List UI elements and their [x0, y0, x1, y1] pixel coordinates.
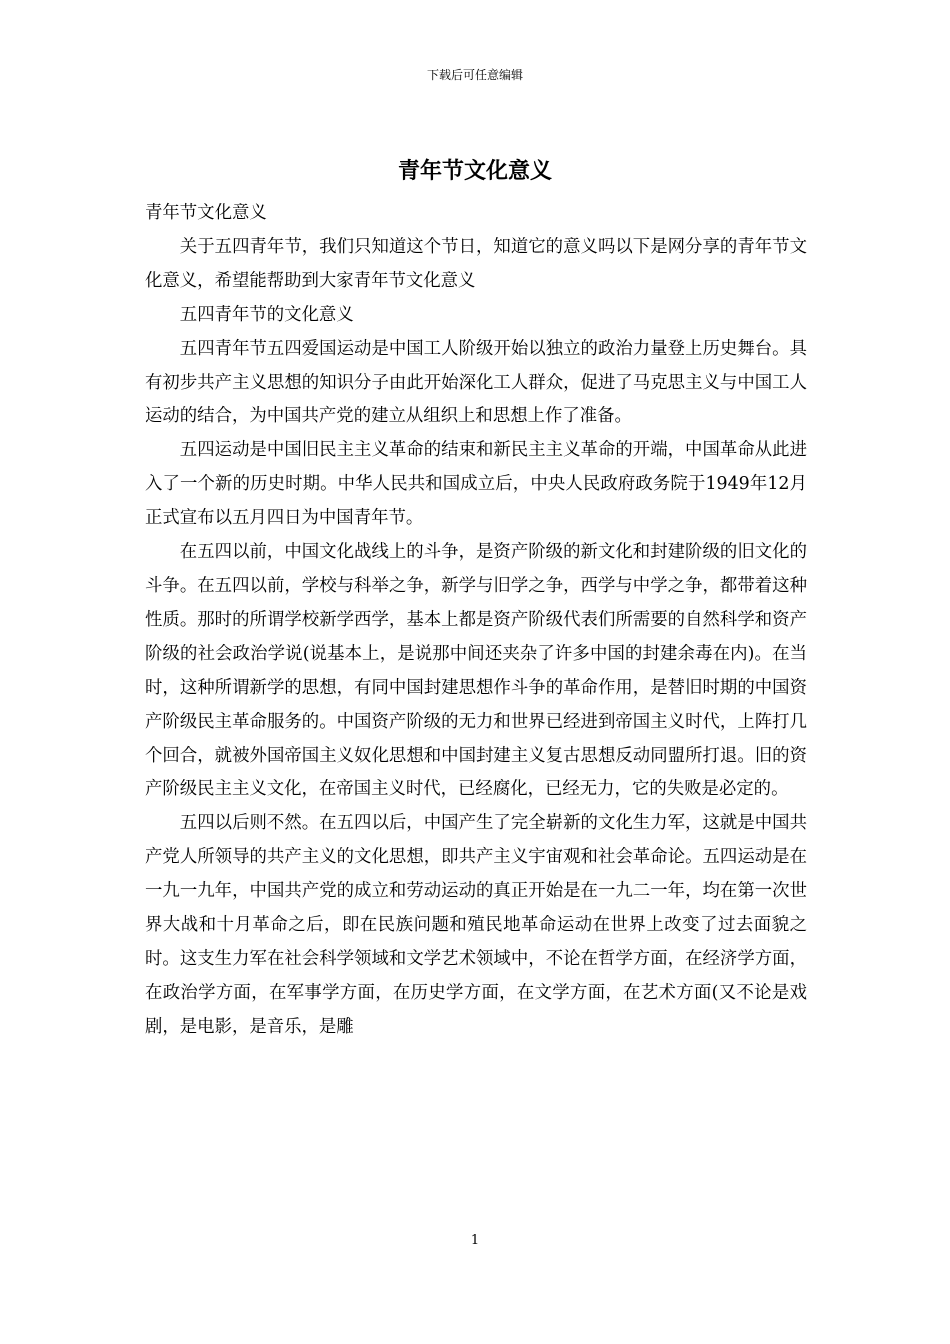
document-title: 青年节文化意义	[397, 158, 552, 184]
paragraph: 五四以后则不然。在五四以后，中国产生了完全崭新的文化生力军，这就是中国共产党人所领导的共产主义的文化思想，即共产主义宇宙观和社会革命论。五四运动是在一九一九年，中国共产党的成立和劳动运动的真正开始是在一九二一年，均在第一次世界大战和十月革命之后，即在民族问题和殖民地革命运动在世界上改变了过去面貌之时。这支生力军在社会科学领域和文学艺术领域中，不论在哲学方面，在经济学方面，在政治学方面，在军事学方面，在历史学方面，在文学方面，在艺术方面(又不论是戏剧，是电影，是音乐，是雕	[145, 813, 807, 1037]
paragraph: 五四青年节五四爱国运动是中国工人阶级开始以独立的政治力量登上历史舞台。具有初步共产主义思想的知识分子由此开始深化工人群众，促进了马克思主义与中国工人运动的结合，为中国共产党的建立从组织上和思想上作了准备。	[145, 338, 807, 427]
page-number: 1	[470, 1233, 480, 1248]
header-note: 下载后可任意编辑	[426, 68, 523, 82]
paragraph-subtitle: 青年节文化意义	[145, 203, 267, 223]
paragraph-heading: 五四青年节的文化意义	[179, 304, 354, 325]
paragraph: 在五四以前，中国文化战线上的斗争，是资产阶级的新文化和封建阶级的旧文化的斗争。在五四以前，学校与科举之争，新学与旧学之争，西学与中学之争，都带着这种性质。那时的所谓学校新学西学，基本上都是资产阶级代表们所需要的自然科学和资产阶级的社会政治学说(说基本上，是说那中间还夹杂了许多中国的封建余毒在内)。在当时，这种所谓新学的思想，有同中国封建思想作斗争的革命作用，是替旧时期的中国资产阶级民主革命服务的。中国资产阶级的无力和世界已经进到帝国主义时代，上阵打几个回合，就被外国帝国主义奴化思想和中国封建主义复古思想反动同盟所打退。旧的资产阶级民主主义文化，在帝国主义时代，已经腐化，已经无力，它的失败是必定的。	[145, 542, 807, 800]
paragraph: 五四运动是中国旧民主主义革命的结束和新民主主义革命的开端，中国革命从此进入了一个新的历史时期。中华人民共和国成立后，中央人民政府政务院于1949年12月正式宣布以五月四日为中国青年节。	[145, 440, 807, 529]
paragraph: 关于五四青年节，我们只知道这个节日，知道它的意义吗以下是网分享的青年节文化意义，希望能帮助到大家青年节文化意义	[145, 236, 807, 291]
document-body	[145, 197, 807, 1045]
